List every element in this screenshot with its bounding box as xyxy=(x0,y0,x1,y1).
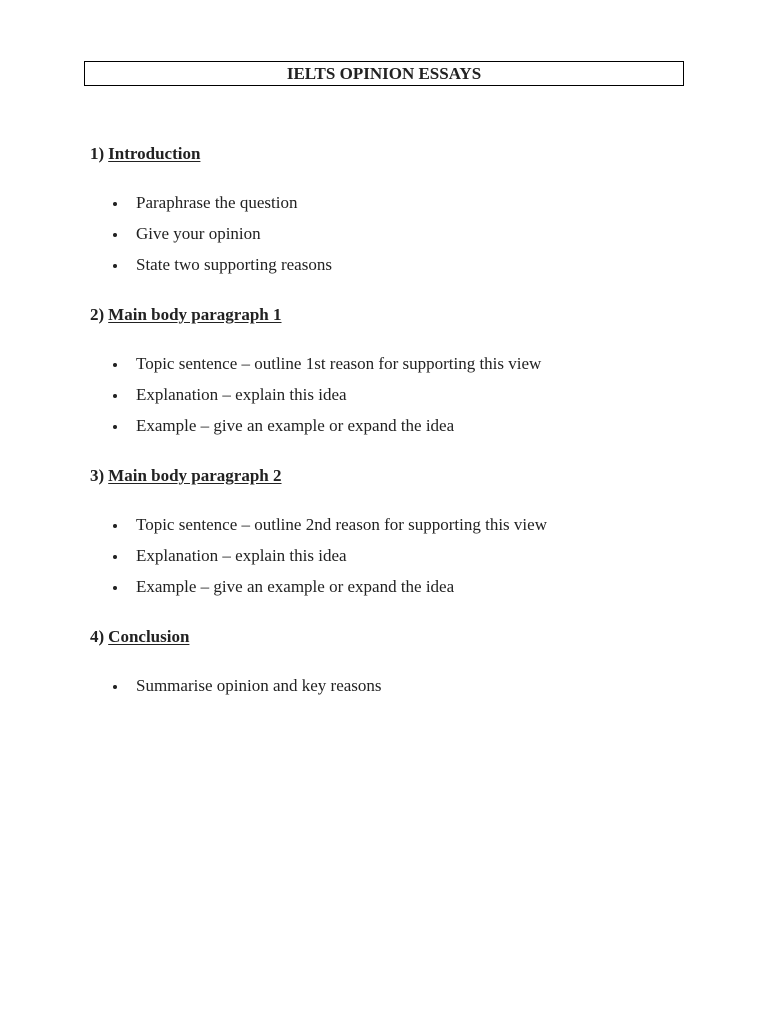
list-item xyxy=(90,515,730,535)
list-item xyxy=(90,676,730,696)
list-item xyxy=(90,255,730,275)
list-item xyxy=(90,577,730,597)
bullet-icon xyxy=(113,394,117,398)
section-heading xyxy=(90,144,730,164)
list-item-text: Topic sentence – outline 1st reason for supporting this view xyxy=(136,354,542,373)
bullet-icon xyxy=(113,233,117,237)
bullet-icon xyxy=(113,363,117,367)
section-title: Main body paragraph 2 xyxy=(108,466,282,485)
section-title: Conclusion xyxy=(108,627,190,646)
list-item-text: Explanation – explain this idea xyxy=(136,546,347,565)
section-title: Main body paragraph 1 xyxy=(108,305,282,324)
list-item xyxy=(90,416,730,436)
section-number: 2) xyxy=(90,305,105,324)
bullet-icon xyxy=(113,425,117,429)
list-item-text: Explanation – explain this idea xyxy=(136,385,347,404)
bullet-icon xyxy=(113,586,117,590)
list-item xyxy=(90,193,730,213)
section-conclusion xyxy=(90,627,730,707)
bullet-icon xyxy=(113,264,117,268)
bullet-list xyxy=(90,354,730,436)
list-item-text: State two supporting reasons xyxy=(136,255,332,274)
section-main-body-2 xyxy=(90,466,730,608)
bullet-list xyxy=(90,515,730,597)
section-heading xyxy=(90,305,730,325)
list-item-text: Give your opinion xyxy=(136,224,261,243)
section-number: 3) xyxy=(90,466,105,485)
list-item-text: Example – give an example or expand the idea xyxy=(136,577,455,596)
bullet-icon xyxy=(113,202,117,206)
list-item-text: Topic sentence – outline 2nd reason for supporting this view xyxy=(136,515,547,534)
list-item-text: Paraphrase the question xyxy=(136,193,298,212)
section-heading xyxy=(90,627,730,647)
list-item xyxy=(90,354,730,374)
section-number: 1) xyxy=(90,144,105,163)
bullet-icon xyxy=(113,555,117,559)
bullet-icon xyxy=(113,524,117,528)
bullet-list xyxy=(90,193,730,275)
document-title: IELTS OPINION ESSAYS xyxy=(84,61,684,86)
section-introduction xyxy=(90,144,730,286)
bullet-icon xyxy=(113,685,117,689)
list-item xyxy=(90,385,730,405)
section-heading xyxy=(90,466,730,486)
bullet-list xyxy=(90,676,730,696)
list-item-text: Summarise opinion and key reasons xyxy=(136,676,382,695)
list-item xyxy=(90,224,730,244)
section-main-body-1 xyxy=(90,305,730,447)
section-title: Introduction xyxy=(108,144,201,163)
section-number: 4) xyxy=(90,627,105,646)
list-item-text: Example – give an example or expand the idea xyxy=(136,416,455,435)
list-item xyxy=(90,546,730,566)
